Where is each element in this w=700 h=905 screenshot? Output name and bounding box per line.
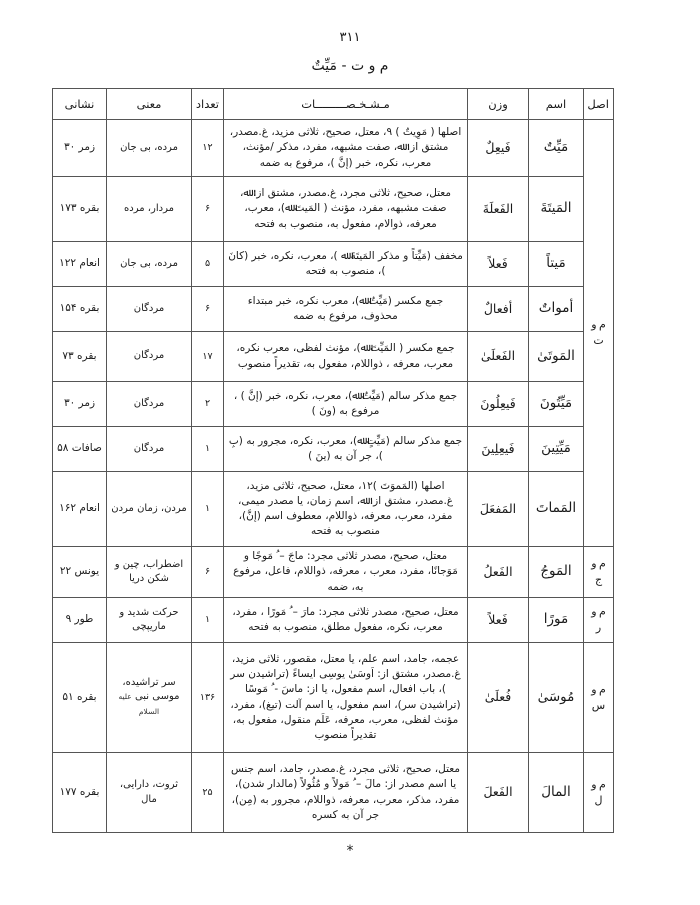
root-cell: م و ت: [584, 120, 614, 547]
reference-cell: زمر ۳۰: [53, 382, 107, 427]
details-cell: جمع مکسر (مَیِّتٌ ﷲ)، معرب نکره، خبر مبتداء محذوف، مرفوع به ضمه: [224, 287, 468, 332]
header-details: مـشـخـصـــــــــات: [224, 89, 468, 120]
details-cell: جمع مذکر سالم (مَیِّتٍ ﷲ)، معرب، نکره، مجرور به (بِ )، جر آن به (ینَ ): [224, 427, 468, 472]
count-cell: ۱: [192, 472, 224, 547]
count-cell: ۱: [192, 598, 224, 643]
table-row: [53, 427, 614, 472]
meaning-cell: مرده، بی جان: [107, 120, 192, 177]
meaning-cell: مردن، زمان مردن: [107, 472, 192, 547]
meaning-cell: [107, 643, 192, 753]
noun-cell: المَماتَ: [529, 472, 584, 547]
header-noun: اسم: [529, 89, 584, 120]
root-cell: م و س: [584, 643, 614, 753]
pattern-cell: فَیعِلُونَ: [468, 382, 529, 427]
count-cell: ۶: [192, 287, 224, 332]
details-cell: اصلها (المَموَتَ )۱۲، معتل، صحیح، ثلاثی مزید، غ.مصدر، مشتق از: ﷲ، اسم زمان، یا مصدر میمی، مفرد، معرب، معرفه، ذواللام، معطوف اسم (إنَّ)، منصوب به فتحه: [224, 472, 468, 547]
header-row: [53, 89, 614, 120]
meaning-cell: مردگان: [107, 427, 192, 472]
reference-cell: بقره ۱۵۴: [53, 287, 107, 332]
reference-cell: بقره ۵۱: [53, 643, 107, 753]
count-cell: ۲: [192, 382, 224, 427]
page-heading: م و ت - مَیِّتٌ: [311, 58, 389, 74]
details-cell: معتل، صحیح، ثلاثی مجرد، غ.مصدر، مشتق از: ﷲ، صفت مشبهه، مفرد، مؤنث ( المَیتَ ﷲ)، معرب، معرفه، ذوالام، مفعول به، منصوب به فتحه: [224, 177, 468, 242]
noun-cell: مَیِّتٌ: [529, 120, 584, 177]
meaning-cell: مردگان: [107, 332, 192, 382]
noun-cell: مَیِّتِینَ: [529, 427, 584, 472]
pattern-cell: فَعلاً: [468, 242, 529, 287]
details-cell: جمع مذکر سالم (مَیِّتٌ ﷲ)، معرب، نکره، خبر (إنَّ ) ، مرفوع به (ونَ ): [224, 382, 468, 427]
pattern-cell: فَیعِلٌ: [468, 120, 529, 177]
count-cell: ۱۲: [192, 120, 224, 177]
reference-cell: بقره ۱۷۳: [53, 177, 107, 242]
lexicon-table: [52, 88, 614, 833]
pattern-cell: الفَعلَیٰ: [468, 332, 529, 382]
table-row: [53, 547, 614, 598]
reference-cell: انعام ۱۶۲: [53, 472, 107, 547]
details-cell: معتل، صحیح، مصدر ثلاثی مجرد: ماجَ – ُ مَوجًا و مَوَجانًا، مفرد، معرب ، معرفه، ذواللام، فاعل، مرفوع به، ضمه: [224, 547, 468, 598]
details-cell: معتل، صحیح، مصدر ثلاثی مجرد: مارَ – ُ مَورًا ، مفرد، معرب، نکره، مفعول مطلق، منصوب به فتحه: [224, 598, 468, 643]
pattern-cell: أفعالٌ: [468, 287, 529, 332]
page-number: ۳۱۱: [339, 30, 361, 45]
table-row: [53, 598, 614, 643]
meaning-suffix-2: السلام: [138, 706, 160, 716]
table-row: [53, 177, 614, 242]
meaning-cell: حرکت شدید و ماریپچی: [107, 598, 192, 643]
details-cell: مخفف (مَیِّتاً و مذکر المَیتَةَ ﷲ )، معرب، نکره، خبر (کانَ )، منصوب به فتحه: [224, 242, 468, 287]
count-cell: ۱۷: [192, 332, 224, 382]
pattern-cell: الفَعلَةَ: [468, 177, 529, 242]
header-reference: نشانی: [53, 89, 107, 120]
meaning-text: سر تراشیده، موسی نبی: [122, 676, 180, 703]
noun-cell: المَوتَیٰ: [529, 332, 584, 382]
table-row: [53, 242, 614, 287]
count-cell: ۲۵: [192, 753, 224, 833]
root-cell: م و ج: [584, 547, 614, 598]
table-row: [53, 472, 614, 547]
table-row: [53, 753, 614, 833]
details-cell: معتل، صحیح، ثلاثی مجرد، غ.مصدر، جامد، اسم جنس یا اسم مصدر از: مالَ – ُ مَولاً و مُئُولاً (مالدار شدن)، مفرد، مذکر، معرب، معرفه، ذواللام، مجرور به (مِن)، جر آن به کسره: [224, 753, 468, 833]
reference-cell: صافات ۵۸: [53, 427, 107, 472]
meaning-cell: مردگان: [107, 382, 192, 427]
details-cell: عجمه، جامد، اسم علم، یا معتل، مقصور، ثلاثی مزید، غ.مصدر، مشتق از: اَوسَیٰ یوسِی ایساءً (تراشیدن سر )، باب افعال، اسم مفعول، یا از: ماسَ - ُ مَوسًا (تراشیدن سر)، اسم مفعول، یا اسم آلت (تیغ)، مفرد، مؤنث لفظی، معرب، معرفه، عَلَم منقول، مفعول به، تقدیراً منصوب: [224, 643, 468, 753]
table-row: [53, 332, 614, 382]
noun-cell: المَوجُ: [529, 547, 584, 598]
table-row: [53, 643, 614, 753]
pattern-cell: الفَعلَ: [468, 753, 529, 833]
noun-cell: أمواتٌ: [529, 287, 584, 332]
table-row: [53, 382, 614, 427]
pattern-cell: فُعلَیٰ: [468, 643, 529, 753]
noun-cell: المالَ: [529, 753, 584, 833]
pattern-cell: فَیعِلِینَ: [468, 427, 529, 472]
count-cell: ۶: [192, 547, 224, 598]
count-cell: ۱: [192, 427, 224, 472]
root-cell: م و ر: [584, 598, 614, 643]
meaning-suffix: علیه: [118, 692, 132, 702]
reference-cell: یونس ۲۲: [53, 547, 107, 598]
count-cell: ۶: [192, 177, 224, 242]
noun-cell: مَورًا: [529, 598, 584, 643]
root-cell: م و ل: [584, 753, 614, 833]
noun-cell: مُوسَیٰ: [529, 643, 584, 753]
meaning-cell: مرده، بی جان: [107, 242, 192, 287]
noun-cell: المَیتَةَ: [529, 177, 584, 242]
meaning-cell: ثروت، دارایی، مال: [107, 753, 192, 833]
header-pattern: وزن: [468, 89, 529, 120]
table-row: [53, 287, 614, 332]
noun-cell: مَیِّتُونَ: [529, 382, 584, 427]
meaning-cell: اضطراب، چین و شکن دریا: [107, 547, 192, 598]
noun-cell: مَیتاً: [529, 242, 584, 287]
footer-mark: *: [346, 843, 354, 859]
header-root: اصل: [584, 89, 614, 120]
header-meaning: معنی: [107, 89, 192, 120]
reference-cell: طور ۹: [53, 598, 107, 643]
header-count: تعداد: [192, 89, 224, 120]
meaning-cell: مردگان: [107, 287, 192, 332]
reference-cell: انعام ۱۲۲: [53, 242, 107, 287]
meaning-cell: مردار، مرده: [107, 177, 192, 242]
pattern-cell: المَفعَلَ: [468, 472, 529, 547]
pattern-cell: فَعلاً: [468, 598, 529, 643]
pattern-cell: الفَعلُ: [468, 547, 529, 598]
reference-cell: بقره ۱۷۷: [53, 753, 107, 833]
table-row: [53, 120, 614, 177]
reference-cell: بقره ۷۳: [53, 332, 107, 382]
count-cell: ۵: [192, 242, 224, 287]
details-cell: اصلها ( مَوِیتٌ ) ۹، معتل، صحیح، ثلاثی مزید، غ.مصدر، مشتق از: ﷲ، صفت مشبهه، مفرد، مذکر /مؤنث، معرب، نکره، خبر (إنَّ )، مرفوع به ضمه: [224, 120, 468, 177]
count-cell: ۱۳۶: [192, 643, 224, 753]
reference-cell: زمر ۳۰: [53, 120, 107, 177]
details-cell: جمع مکسر ( المَیِّتَ ﷲ)، مؤنث لفظی، معرب نکره، معرب، معرفه ، ذواللام، مفعول به، تقدیراً منصوب: [224, 332, 468, 382]
